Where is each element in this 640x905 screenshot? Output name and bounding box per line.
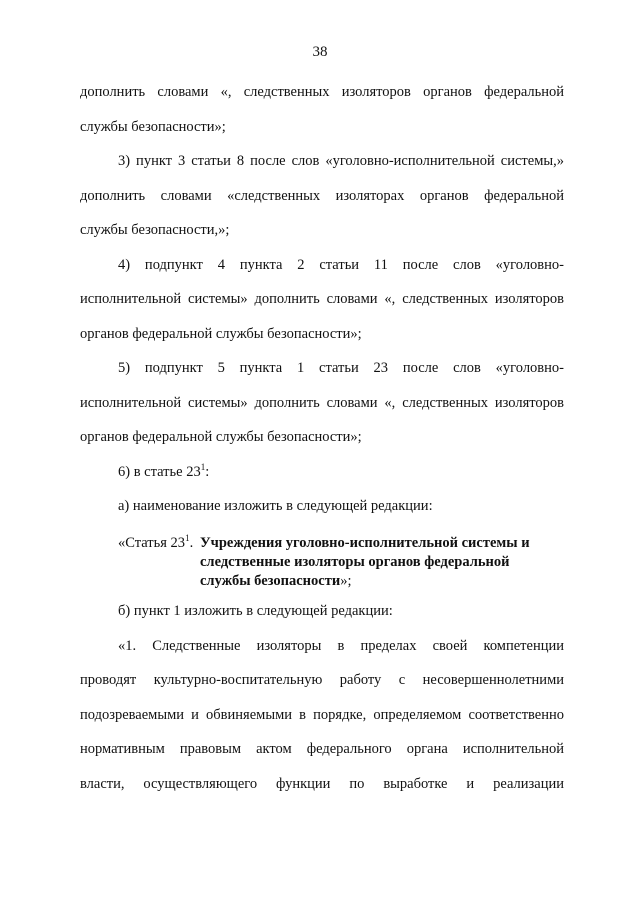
text-line: исполнительной системы» дополнить словами «, следственных изоляторов bbox=[80, 291, 564, 307]
text-line: нормативным правовым актом федерального органа исполнительной bbox=[80, 741, 564, 757]
text-line: 4) подпункт 4 пункта 2 статьи 11 после слов «уголовно- bbox=[118, 257, 564, 273]
text-line bbox=[118, 462, 564, 482]
text-line: службы безопасности»; bbox=[80, 119, 226, 135]
text-line: проводят культурно-воспитательную работу с несовершеннолетними bbox=[80, 672, 564, 688]
article-title-line: следственные изоляторы органов федеральной bbox=[200, 554, 510, 570]
text-line: «1. Следственные изоляторы в пределах своей компетенции bbox=[118, 638, 564, 654]
text-line: подозреваемыми и обвиняемыми в порядке, определяемом соответственно bbox=[80, 707, 564, 723]
text-line: 5) подпункт 5 пункта 1 статьи 23 после слов «уголовно- bbox=[118, 360, 564, 376]
superscript: 1 bbox=[200, 462, 206, 473]
text-span: «Статья 23 bbox=[118, 535, 186, 551]
text-line: 3) пункт 3 статьи 8 после слов «уголовно-исполнительной системы,» bbox=[118, 153, 564, 169]
text-line: исполнительной системы» дополнить словами «, следственных изоляторов bbox=[80, 395, 564, 411]
page-number: 38 bbox=[312, 44, 328, 60]
text-span: . bbox=[189, 535, 194, 551]
text-span: службы безопасности bbox=[200, 573, 341, 589]
text-line: власти, осуществляющего функции по выработке и реализации bbox=[80, 776, 564, 792]
text-span: 6) в статье 23 bbox=[118, 464, 201, 480]
text-line: дополнить словами «, следственных изоляторов органов федеральной bbox=[80, 84, 564, 100]
text-line: б) пункт 1 изложить в следующей редакции: bbox=[118, 603, 393, 619]
text-span: »; bbox=[340, 573, 352, 589]
superscript: 1 bbox=[185, 533, 190, 544]
article-title-line: Учреждения уголовно-исполнительной системы и bbox=[200, 535, 530, 551]
article-label bbox=[118, 533, 193, 553]
text-line: органов федеральной службы безопасности»; bbox=[80, 429, 362, 445]
text-line: службы безопасности,»; bbox=[80, 222, 230, 238]
text-line: органов федеральной службы безопасности»; bbox=[80, 326, 362, 342]
text-line: а) наименование изложить в следующей редакции: bbox=[118, 498, 433, 514]
article-title-line bbox=[200, 571, 560, 591]
text-span: : bbox=[205, 464, 210, 480]
text-line: дополнить словами «следственных изоляторах органов федеральной bbox=[80, 188, 564, 204]
